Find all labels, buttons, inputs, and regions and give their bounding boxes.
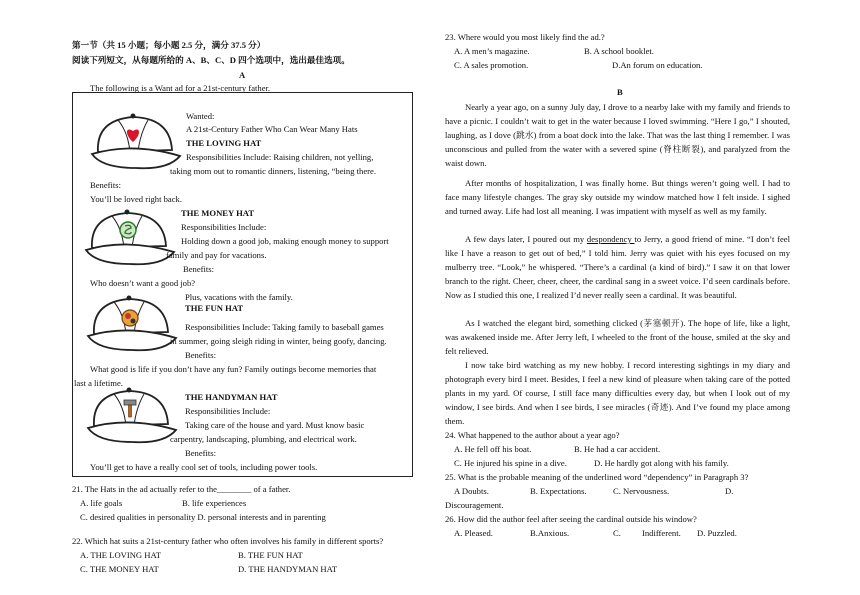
ad-headline: A 21st-Century Father Who Can Wear Many Hats <box>186 124 358 134</box>
fun-benefit-text-2: last a lifetime. <box>74 378 123 388</box>
loving-hat-title: THE LOVING HAT <box>186 138 262 148</box>
q25-stem: 25. What is the probable meaning of the underlined word “dependency” in Paragraph 3? <box>445 472 749 482</box>
handyman-resp-label: Responsibilities Include: <box>185 406 271 416</box>
section-title: 第一节（共 15 小题；每小题 2.5 分，满分 37.5 分） <box>72 40 266 50</box>
fun-benefit-text-1: What good is life if you don’t have any fun? Family outings become memories that <box>90 364 377 374</box>
q23-stem: 23. Where would you most likely find the ad.? <box>445 32 605 42</box>
passage-b-letter: B <box>617 87 623 97</box>
q26-stem: 26. How did the author feel after seeing the cardinal outside his window? <box>445 514 697 524</box>
loving-benefits-label: Benefits: <box>90 180 122 190</box>
handyman-hat-icon <box>84 386 179 448</box>
money-benefits-label: Benefits: <box>183 264 215 274</box>
passage-a-letter: A <box>239 70 246 80</box>
q24-stem: 24. What happened to the author about a year ago? <box>445 430 620 440</box>
money-resp-2: family and pay for vacations. <box>166 250 267 260</box>
q26-option-a: A. Pleased. <box>454 528 493 538</box>
passage-b-paragraph-2: After months of hospitalization, I was finally home. But things weren’t going well. I had to face many lifestyle changes. The gray sky outside my window matched how I felt inside. I sighed and turned away. Life had lost all meaning. I was impatient with myself as well as my family. <box>445 178 790 217</box>
q26-option-d: D. Puzzled. <box>697 528 737 538</box>
q25-option-a: A Doubts. <box>454 486 489 496</box>
handyman-benefits-label: Benefits: <box>185 448 217 458</box>
q24-option-b: B. He had a car accident. <box>574 444 661 454</box>
q25-option-b: B. Expectations. <box>530 486 587 496</box>
passage-b-paragraph-4: As I watched the elegant bird, something clicked (茅塞顿开). The hope of life, like a light, was awakened inside me. After Jerry left, I wheeled to the front of the house, smiled at the sky and felt relieved. <box>445 318 790 357</box>
p3-text-after: to Jerry, a good friend of mine. “I don’t feel like I have a reason to get out of bed,” I told him. Jerry was quiet with his eyes focused on my mulberry tree. “Look,” he whispered. “There’s a cardinal (a kind of bird).” I saw it on that lower branch to the right. Cheer, cheer, cheer, the cardinal sang in a sweet voice. I’d seen cardinals before. Now as I studied this one, I realized I’d never really seen a cardinal. It was beautiful. <box>445 234 791 301</box>
fun-resp-2: in summer, going sleigh riding in winter, being goofy, dancing. <box>170 336 387 346</box>
q21-option-b: B. life experiences <box>182 498 247 508</box>
underlined-word-despondency: despondency <box>586 234 635 244</box>
q25-option-d: D. <box>725 486 734 496</box>
p3-text-before: A few days later, I poured out my <box>465 234 587 244</box>
fun-benefits-label: Benefits: <box>185 350 217 360</box>
q24-option-d: D. He hardly got along with his family. <box>594 458 729 468</box>
fun-hat-title: THE FUN HAT <box>185 303 244 313</box>
passage-b-paragraph-1: Nearly a year ago, on a sunny July day, I drove to a nearby lake with my family and friends to have a picnic. I couldn’t wait to get in the water because I loved swimming. “Here I go,” I shouted, laughing, as I dove (跳水) from a boat dock into the lake. That was the last thing I remember. I was unconscious and pulled from the water with a severed spine (脊柱断裂), and paralyzed from the waist down. <box>445 102 790 169</box>
q23-option-d: D.An forum on education. <box>612 60 703 70</box>
q22-option-b: B. THE FUN HAT <box>238 550 303 560</box>
q21-stem: 21. The Hats in the ad actually refer to the________ of a father. <box>72 484 291 494</box>
instruction: 阅读下列短文，从每题所给的 A、B、C、D 四个选项中，选出最佳选项。 <box>72 55 350 65</box>
q21-option-a: A. life goals <box>80 498 123 508</box>
ad-wanted: Wanted: <box>186 111 215 121</box>
handyman-benefit-text: You’ll get to have a really cool set of tools, including power tools. <box>90 462 318 472</box>
money-hat-title: THE MONEY HAT <box>181 208 255 218</box>
passage-a-intro: The following is a Want ad for a 21st-century father. <box>90 83 271 93</box>
loving-resp-2: taking mom out to romantic dinners, listening, “being there. <box>170 166 376 176</box>
money-benefit-text-1: Who doesn’t want a good job? <box>90 278 196 288</box>
money-resp-label: Responsibilities Include: <box>181 222 267 232</box>
q23-option-a: A. A men’s magazine. <box>454 46 530 56</box>
q22-option-a: A. THE LOVING HAT <box>80 550 161 560</box>
q23-option-b: B. A school booklet. <box>584 46 654 56</box>
q22-option-d: D. THE HANDYMAN HAT <box>238 564 338 574</box>
loving-benefit-text: You’ll be loved right back. <box>90 194 182 204</box>
fun-resp-1: Responsibilities Include: Taking family to baseball games <box>185 322 384 332</box>
q26-option-b: B.Anxious. <box>530 528 570 538</box>
q25-option-d-text: Discouragement. <box>445 500 504 510</box>
money-resp-1: Holding down a good job, making enough money to support <box>181 236 389 246</box>
money-hat-icon <box>82 208 177 270</box>
money-benefit-text-2: Plus, vacations with the family. <box>185 292 293 302</box>
q22-stem: 22. Which hat suits a 21st-century father who often involves his family in different sports? <box>72 536 384 546</box>
fun-hat-icon <box>84 294 179 356</box>
handyman-resp-2: carpentry, landscaping, plumbing, and electrical work. <box>170 434 357 444</box>
loving-hat-icon <box>88 112 183 174</box>
q24-option-c: C. He injured his spine in a dive. <box>454 458 567 468</box>
passage-b-paragraph-5: I now take bird watching as my new hobby. I record interesting sightings in my diary and photograph every bird I meet. Besides, I feel a new kind of pleasure when taking care of the potted plants in my yard. Of course, I still face many difficulties every day, but when I look out of my window, I see birds. And when I see birds, I see miracles (奇迹). And I’ve found my place among them. <box>445 360 790 427</box>
handyman-hat-title: THE HANDYMAN HAT <box>185 392 278 402</box>
q26-option-c-text: Indifferent. <box>642 528 681 538</box>
q25-option-c: C. Nervousness. <box>613 486 670 496</box>
loving-resp-1: Responsibilities Include: Raising children, not yelling, <box>186 152 374 162</box>
q24-option-a: A. He fell off his boat. <box>454 444 532 454</box>
q21-option-cd: C. desired qualities in personality D. personal interests and in parenting <box>80 512 326 522</box>
passage-b-paragraph-3 <box>445 232 790 302</box>
handyman-resp-1: Taking care of the house and yard. Must know basic <box>185 420 365 430</box>
q22-option-c: C. THE MONEY HAT <box>80 564 159 574</box>
q23-option-c: C. A sales promotion. <box>454 60 529 70</box>
q26-option-c: C. <box>613 528 621 538</box>
